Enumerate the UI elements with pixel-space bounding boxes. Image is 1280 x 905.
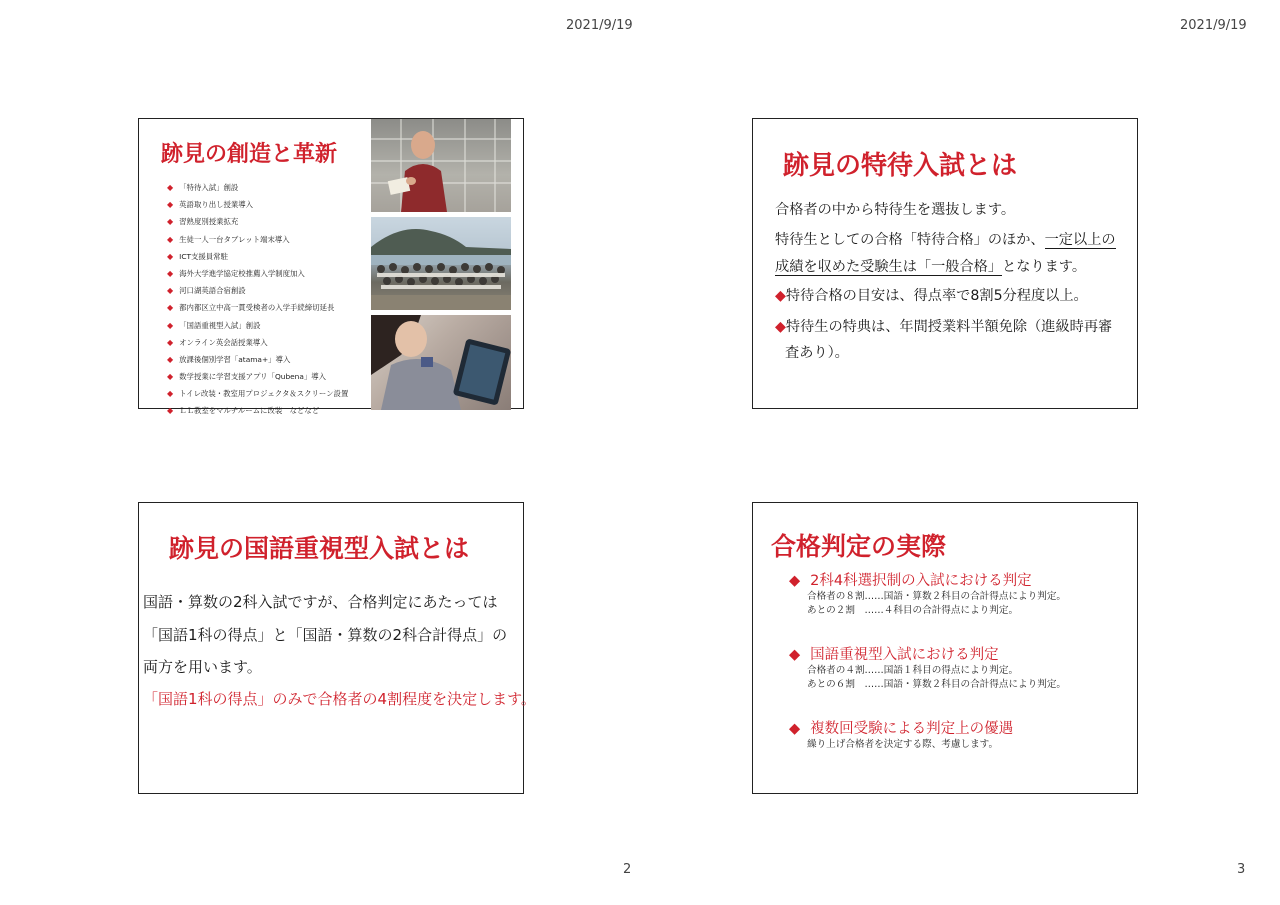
teacher-illustration <box>371 119 511 212</box>
diamond-icon: ◆ <box>167 251 174 261</box>
section-detail: 繰り上げ合格者を決定する際、考慮します。 <box>807 739 999 750</box>
text-line: 両方を用います。 <box>143 658 262 676</box>
slide-pass-judgment <box>752 502 1138 794</box>
diamond-icon: ◆ <box>775 319 786 335</box>
diamond-icon: ◆ <box>167 406 174 416</box>
text-line: 「国語1科の得点」と「国語・算数の2科合計得点」の <box>143 626 508 644</box>
list-item: ◆ ICT支援員常駐 <box>167 251 228 261</box>
diamond-icon: ◆ <box>789 647 801 663</box>
diamond-icon: ◆ <box>789 721 801 737</box>
list-item: ◆ トイレ改装・教室用プロジェクタ＆スクリーン設置 <box>167 389 349 399</box>
group-photo <box>371 217 511 310</box>
date-right: 2021/9/19 <box>1180 18 1247 33</box>
list-item: ◆ ＬＬ教室をマルチルームに改装 などなど <box>167 406 320 416</box>
diamond-icon: ◆ <box>789 573 801 589</box>
section-detail: あとの６割 ……国語・算数２科目の合計得点により判定。 <box>807 679 1067 690</box>
diamond-icon: ◆ <box>167 268 174 278</box>
group-illustration <box>371 217 511 310</box>
slide-innovation <box>138 118 524 416</box>
judgment-section <box>789 643 1066 692</box>
list-item: ◆ 習熟度別授業拡充 <box>167 217 239 227</box>
diamond-icon: ◆ <box>167 200 174 210</box>
judgment-section <box>789 717 1013 752</box>
bullet-line: ◆特待生の特典は、年間授業料半額免除（進級時再審 <box>775 319 1113 335</box>
list-item: ◆ オンライン英会話授業導入 <box>167 337 268 347</box>
list-item: ◆ 「国語重視型入試」創設 <box>167 320 261 330</box>
student-tablet-photo <box>371 315 511 410</box>
diamond-icon: ◆ <box>167 183 174 192</box>
diamond-icon: ◆ <box>167 217 174 227</box>
list-item: ◆ 数学授業に学習支援アプリ「Qubena」導入 <box>167 372 327 382</box>
slide-title: 合格判定の実際 <box>771 532 947 561</box>
text-line: 国語・算数の2科入試ですが、合格判定にあたっては <box>143 593 498 611</box>
slide-title: 跡見の特待入試とは <box>783 151 1018 181</box>
bullet-line: ◆特待合格の目安は、得点率で8割5分程度以上。 <box>775 288 1088 304</box>
list-item: ◆ 英語取り出し授業導入 <box>167 200 254 210</box>
diamond-icon: ◆ <box>167 303 174 313</box>
judgment-section <box>789 569 1066 618</box>
student-illustration <box>371 315 511 410</box>
teacher-photo <box>371 119 511 212</box>
diamond-icon: ◆ <box>167 372 174 382</box>
diamond-icon: ◆ <box>167 286 174 296</box>
slide-title: 跡見の国語重視型入試とは <box>169 534 470 563</box>
text-line: 特待生としての合格「特待合格」のほか、一定以上の <box>775 232 1116 248</box>
text-line: 成績を収めた受験生は「一般合格」となります。 <box>775 259 1087 275</box>
diamond-icon: ◆ <box>167 320 174 330</box>
list-item: ◆ 河口湖英語合宿創設 <box>167 286 246 296</box>
section-heading: ◆ 国語重視型入試における判定 <box>789 647 999 663</box>
diamond-icon: ◆ <box>167 234 174 244</box>
section-heading: ◆ 複数回受験による判定上の優遇 <box>789 721 1014 737</box>
slide-scholarship-exam <box>752 118 1138 409</box>
section-detail: 合格者の４割……国語１科目の得点により判定。 <box>807 665 1019 676</box>
list-item: ◆ 海外大学進学協定校推薦入学制度加入 <box>167 268 305 278</box>
section-detail: あとの２割 ……４科目の合計得点により判定。 <box>807 605 1019 616</box>
section-heading: ◆ 2科4科選択制の入試における判定 <box>789 573 1032 589</box>
innovation-list <box>167 179 348 420</box>
list-item: ◆ 「特待入試」創設 <box>167 183 239 192</box>
list-item: ◆ 生徒一人一台タブレット端末導入 <box>167 234 290 244</box>
diamond-icon: ◆ <box>167 354 174 364</box>
page-number-right: 3 <box>1237 862 1246 877</box>
section-detail: 合格者の８割……国語・算数２科目の合計得点により判定。 <box>807 591 1067 602</box>
text-line: 査あり）。 <box>785 345 849 361</box>
slide-japanese-focus-exam <box>138 502 536 794</box>
diamond-icon: ◆ <box>167 389 174 399</box>
text-line: 合格者の中から特待生を選抜します。 <box>775 202 1016 218</box>
page-number-left: 2 <box>623 862 632 877</box>
slide-title: 跡見の創造と革新 <box>161 142 338 167</box>
diamond-icon: ◆ <box>167 337 174 347</box>
date-left: 2021/9/19 <box>566 18 633 33</box>
list-item: ◆ 放課後個別学習「atama+」導入 <box>167 354 291 364</box>
list-item: ◆ 都内都区立中高一貫受検者の入学手続締切延長 <box>167 303 335 313</box>
highlight-line: 「国語1科の得点」のみで合格者の4割程度を決定します。 <box>143 690 536 708</box>
diamond-icon: ◆ <box>775 288 786 304</box>
